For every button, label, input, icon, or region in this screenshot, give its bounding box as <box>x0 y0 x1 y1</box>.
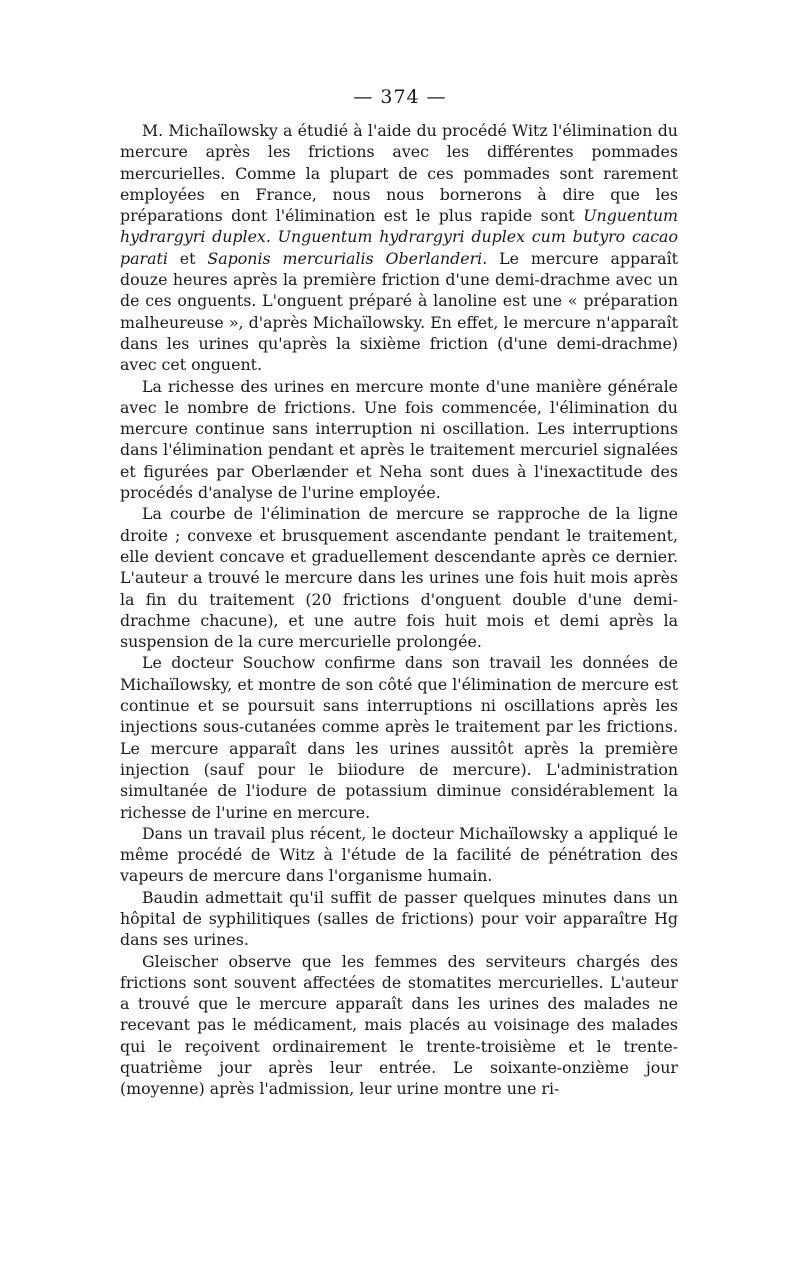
paragraph <box>120 887 678 951</box>
text-segment: M. Michaïlowsky a étudié à l'aide du procédé Witz l'élimination du mercure après les frictions avec les différentes pommades mercurielles. Comme la plupart de ces pommades sont rarement employées en France, nous nous bornerons à dire que les préparations dont l'élimination est le plus rapide sont <box>120 121 678 226</box>
text-segment: La courbe de l'élimination de mercure se rapproche de la ligne droite ; convexe et brusquement ascendante pendant le traitement, elle devient concave et graduellement descendante après ce dernier. L'auteur a trouvé le mercure dans les urines une fois huit mois après la fin du traitement (20 frictions d'onguent double d'une demi-drachme chacune), et une autre fois huit mois et demi après la suspension de la cure mercurielle prolongée. <box>120 504 678 652</box>
paragraph <box>120 951 678 1100</box>
paragraph <box>120 376 678 504</box>
page-number: — 374 — <box>353 86 447 108</box>
paragraph <box>120 120 678 376</box>
text-segment: Dans un travail plus récent, le docteur Michaïlowsky a appliqué le même procédé de Witz à l'étude de la facilité de pénétration des vapeurs de mercure dans l'organisme humain. <box>120 823 678 886</box>
latin-formula: Unguentum hydrargyri duplex. Unguentum hydrargyri duplex cum butyro cacao parati <box>120 206 678 268</box>
text-segment: Baudin admettait qu'il suffit de passer quelques minutes dans un hôpital de syphilitiques (salles de frictions) pour voir apparaître Hg dans ses urines. <box>120 887 678 950</box>
latin-formula: Saponis mercurialis Oberlanderi. <box>207 248 488 268</box>
text-segment: Le docteur Souchow confirme dans son travail les données de Michaïlowsky, et montre de son côté que l'élimination de mercure est continue et se poursuit sans interruptions ni oscillations après les injections sous-cutanées comme après le traitement par les frictions. Le mercure apparaît dans les urines aussitôt après la première injection (sauf pour le biiodure de mercure). L'administration simultanée de l'iodure de potassium diminue considérablement la richesse de l'urine en mercure. <box>120 653 678 822</box>
text-segment: Le mercure apparaît douze heures après la première friction d'une demi-drachme avec un de ces onguents. L'onguent préparé à lanoline est une « préparation malheureuse », d'après Michaïlowsky. En effet, le mercure n'apparaît dans les urines qu'après la sixième friction (d'une demi-drachme) avec cet onguent. <box>120 248 678 375</box>
paragraph <box>120 652 678 822</box>
paragraph <box>120 503 678 652</box>
text-segment: et <box>167 248 208 268</box>
text-segment: Gleischer observe que les femmes des serviteurs chargés des frictions sont souvent affectées de stomatites mercurielles. L'auteur a trouvé que le mercure apparaît dans les urines des malades ne recevant pas le médicament, mais placés au voisinage des malades qui le reçoivent ordinairement le trente-troisième et le trente-quatrième jour après leur entrée. Le soixante-onzième jour (moyenne) après l'admission, leur urine montre une ri- <box>120 951 678 1099</box>
paragraph <box>120 823 678 887</box>
text-segment: La richesse des urines en mercure monte d'une manière générale avec le nombre de frictions. Une fois commencée, l'élimination du mercure continue sans interruption ni oscillation. Les interruptions dans l'élimination pendant et après le traitement mercuriel signalées et figurées par Oberlænder et Neha sont dues à l'inexactitude des procédés d'analyse de l'urine employée. <box>120 376 678 503</box>
body-text <box>120 120 678 1100</box>
